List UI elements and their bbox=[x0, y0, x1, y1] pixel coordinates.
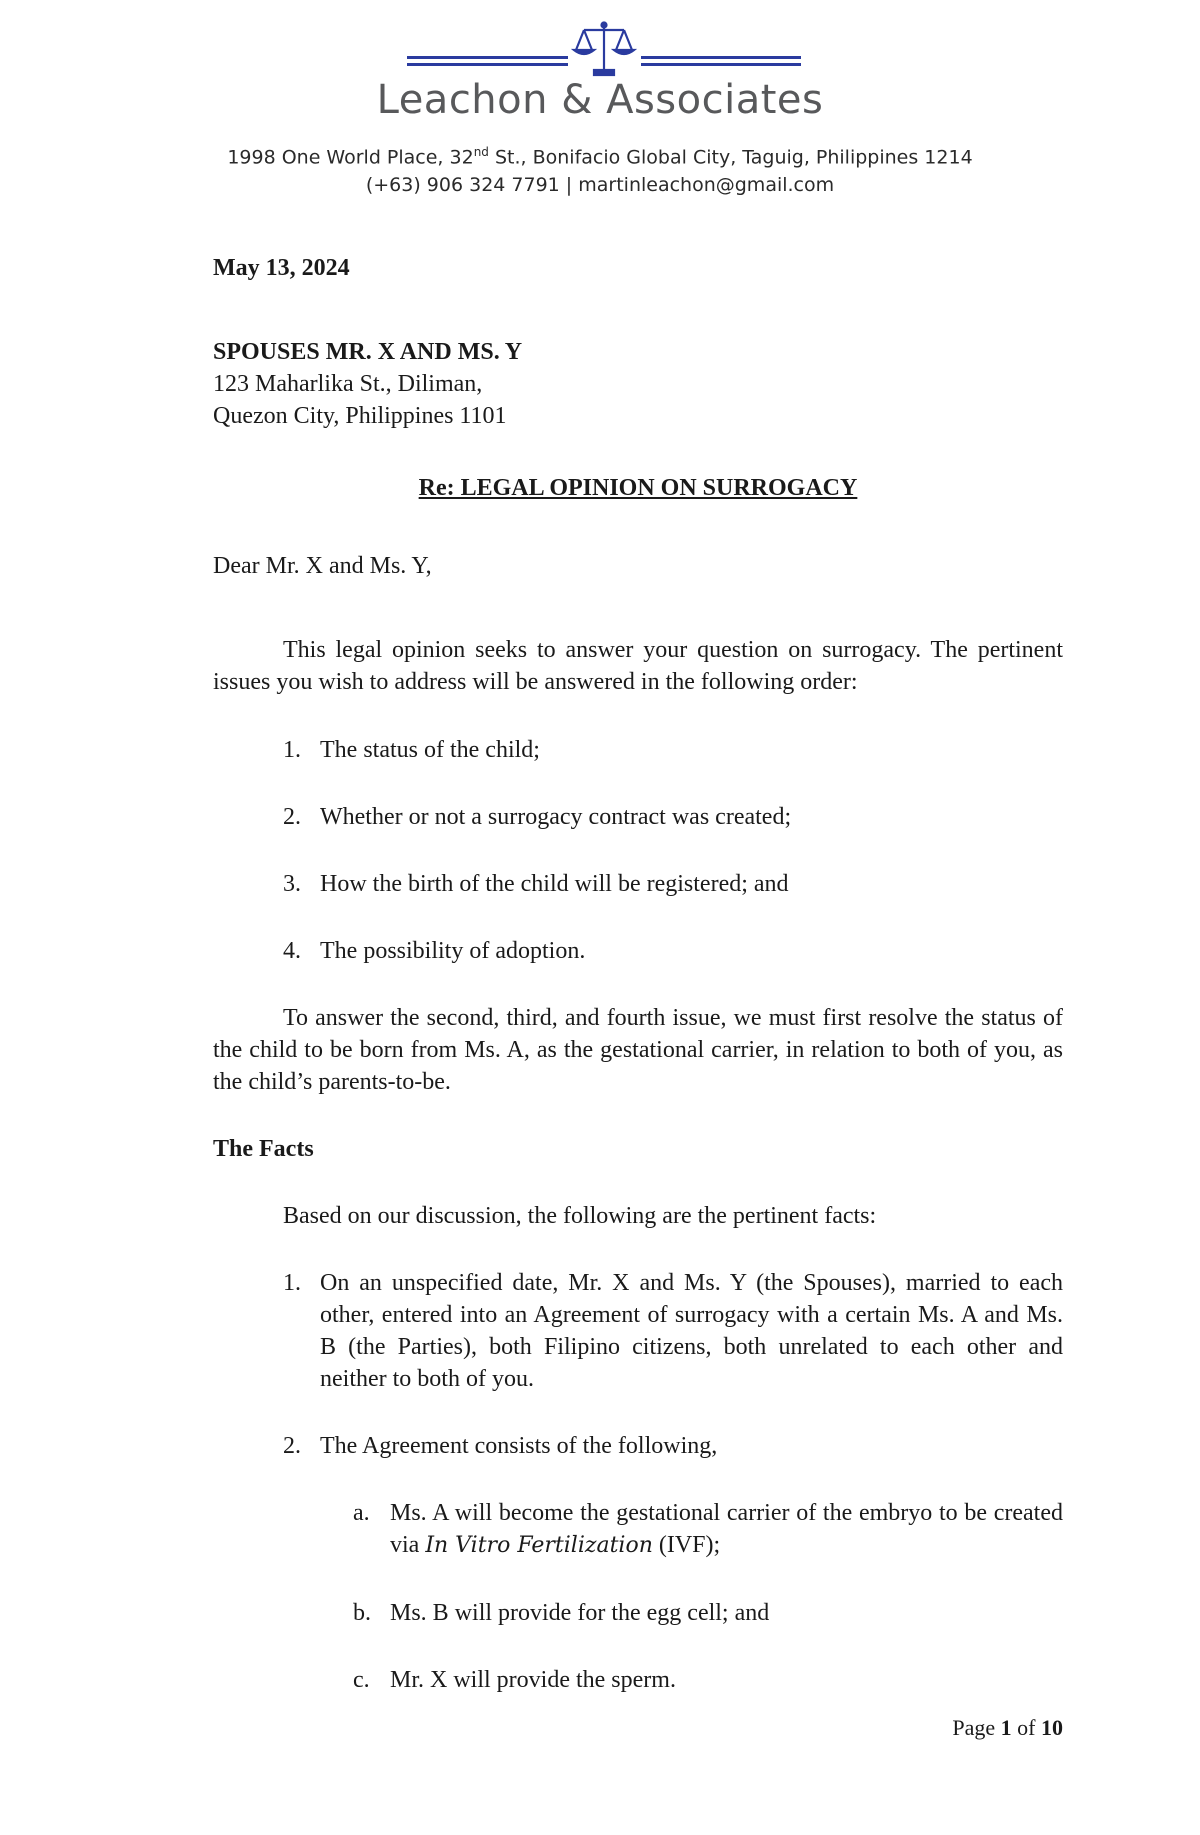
letter-date: May 13, 2024 bbox=[213, 255, 350, 281]
page-number: Page 1 of 10 bbox=[952, 1715, 1063, 1740]
list-item: 1. The status of the child; bbox=[283, 737, 540, 763]
salutation: Dear Mr. X and Ms. Y, bbox=[213, 553, 432, 579]
logo bbox=[0, 18, 1200, 78]
list-item: 4. The possibility of adoption. bbox=[283, 938, 586, 964]
list-item: b. Ms. B will provide for the egg cell; and bbox=[353, 1600, 770, 1626]
section-heading: The Facts bbox=[213, 1136, 314, 1162]
list-item: 3. How the birth of the child will be registered; and bbox=[283, 871, 789, 897]
agreement-sublist bbox=[353, 1497, 1063, 1731]
recipient-address-line: Quezon City, Philippines 1101 bbox=[213, 403, 507, 429]
issues-list bbox=[283, 734, 1063, 967]
list-item: 1. On an unspecified date, Mr. X and Ms. Y (the Spouses), married to each other, entered into an Agreement of surrogacy with a certain Ms. A and Ms. B (the Parties), both Filipino citizens, both unrelated to each other and neither to both of you. bbox=[283, 1270, 1063, 1392]
context-paragraph: To answer the second, third, and fourth issue, we must first resolve the status of the child to be born from Ms. A, as the gestational carrier, in relation to both of you, as the child’s parents-to-be. bbox=[213, 1005, 1063, 1095]
recipient-address-line: 123 Maharlika St., Diliman, bbox=[213, 371, 483, 397]
recipient-name: SPOUSES MR. X AND MS. Y bbox=[213, 339, 523, 365]
logo-rule-left bbox=[407, 56, 568, 66]
letterhead bbox=[0, 18, 1200, 199]
firm-address: 1998 One World Place, 32nd St., Bonifacio Global City, Taguig, Philippines 1214 bbox=[227, 145, 973, 169]
logo-rule-right bbox=[641, 56, 801, 66]
facts-list bbox=[283, 1267, 1063, 1731]
letter-body bbox=[213, 252, 1063, 1766]
firm-name: Leachon & Associates bbox=[376, 77, 824, 123]
scales-of-justice-icon bbox=[570, 20, 638, 80]
list-item: 2. Whether or not a surrogacy contract was created; bbox=[283, 804, 792, 830]
list-item: 2. The Agreement consists of the following, a. Ms. A will become the gestational carrier of the embryo to be created via In Vitro Fertilization (IVF); b. Ms. B will provide for the egg cell; and c. Mr. X will provide the sperm. bbox=[283, 1430, 1063, 1731]
intro-paragraph: This legal opinion seeks to answer your question on surrogacy. The pertinent issues you wish to address will be answered in the following order: bbox=[213, 637, 1063, 695]
facts-intro-paragraph: Based on our discussion, the following are the pertinent facts: bbox=[283, 1203, 877, 1229]
firm-contact: (+63) 906 324 7791 | martinleachon@gmail.com bbox=[365, 174, 835, 197]
list-item: c. Mr. X will provide the sperm. bbox=[353, 1667, 676, 1693]
list-item: a. Ms. A will become the gestational carrier of the embryo to be created via In Vitro Fertilization (IVF); bbox=[353, 1500, 1063, 1558]
recipient-block bbox=[213, 336, 1063, 432]
subject-line: Re: LEGAL OPINION ON SURROGACY bbox=[418, 475, 858, 501]
